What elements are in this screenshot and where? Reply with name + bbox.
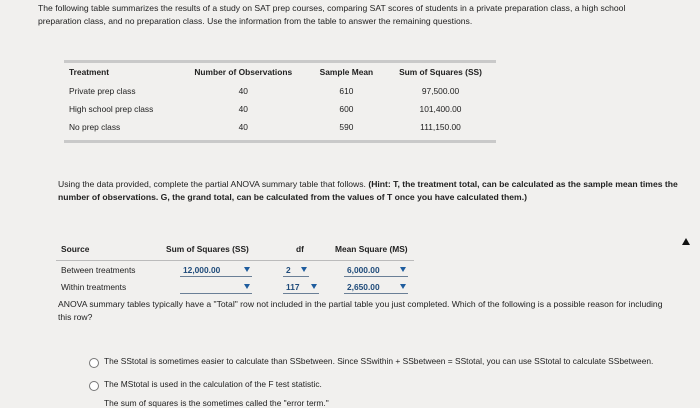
option-label-3[interactable]: The sum of squares is the sometimes called the "error term." (104, 398, 329, 408)
col-header-ss: Sum of Squares (SS) (399, 67, 482, 77)
intro-paragraph: The following table summarizes the results of a study on SAT prep courses, comparing SAT scores of students in a private preparation class, a high school preparation class, and no preparation class. Use the information from the table to answer the remaining questions. (38, 3, 626, 26)
treatment-cell: High school prep class (69, 104, 154, 114)
col-header-source: Source (61, 244, 90, 254)
chevron-down-icon (311, 284, 317, 289)
chevron-down-icon (244, 284, 250, 289)
mean-cell: 610 (339, 86, 354, 96)
between-df-dropdown[interactable] (283, 264, 309, 277)
anova-header-rule (56, 260, 414, 261)
mouse-cursor-icon (682, 238, 690, 245)
instruction-paragraph (58, 178, 678, 204)
between-df-value: 2 (286, 265, 291, 275)
within-df-value: 117 (286, 282, 300, 292)
option-radio-1[interactable] (89, 358, 99, 368)
anova-header-row (56, 244, 414, 258)
col-header-df: df (296, 244, 304, 254)
chevron-down-icon (400, 267, 406, 272)
within-ms-value: 2,650.00 (347, 282, 380, 292)
table-row (64, 118, 496, 136)
option-label-2[interactable]: The MStotal is used in the calculation of the F test statistic. (104, 379, 322, 389)
within-row (56, 281, 414, 295)
mean-cell: 600 (339, 104, 354, 114)
col-header-observations: Number of Observations (194, 67, 293, 77)
between-ms-value: 6,000.00 (347, 265, 380, 275)
ss-cell: 111,150.00 (420, 122, 461, 132)
chevron-down-icon (400, 284, 406, 289)
between-ms-dropdown[interactable] (344, 264, 408, 277)
option-label-1[interactable]: The SStotal is sometimes easier to calculate than SSbetween. Since SSwithin + SSbetween = SStotal, you can use SStotal to calculate SSbetween. (104, 356, 654, 366)
chevron-down-icon (244, 267, 250, 272)
within-ms-dropdown[interactable] (344, 281, 408, 294)
between-ss-dropdown[interactable] (180, 264, 252, 277)
observations-cell: 40 (238, 122, 248, 132)
summary-table (64, 60, 496, 143)
observations-cell: 40 (238, 104, 248, 114)
table-row (64, 82, 496, 100)
instruction-text: Using the data provided, complete the partial ANOVA summary table that follows. (58, 179, 369, 189)
treatment-cell: Private prep class (69, 86, 136, 96)
col-header-mean: Sample Mean (319, 67, 374, 77)
between-row (56, 264, 414, 278)
observations-cell: 40 (238, 86, 248, 96)
table-row (64, 100, 496, 118)
chevron-down-icon (301, 267, 307, 272)
col-header-treatment: Treatment (69, 67, 110, 77)
mean-cell: 590 (339, 122, 354, 132)
col-header-ss: Sum of Squares (SS) (166, 244, 249, 254)
hint-text: (Hint: T, the treatment total, can be calculated as the sample mean times the number of observations. G, the grand total, can be calculated from the values of T once you have calculated them.) (58, 179, 678, 202)
table-bottom-rule (64, 140, 496, 143)
question-text: ANOVA summary tables typically have a "Total" row not included in the partial table you just completed. Which of the following is a possible reason for including this row? (58, 299, 663, 322)
col-header-ms: Mean Square (MS) (335, 244, 408, 254)
between-label: Between treatments (61, 265, 136, 275)
ss-cell: 97,500.00 (421, 86, 460, 96)
within-ss-dropdown[interactable] (180, 281, 252, 294)
treatment-cell: No prep class (69, 122, 121, 132)
option-radio-2[interactable] (89, 381, 99, 391)
ss-cell: 101,400.00 (419, 104, 462, 114)
within-df-dropdown[interactable] (283, 281, 319, 294)
between-ss-value: 12,000.00 (183, 265, 221, 275)
within-label: Within treatments (61, 282, 127, 292)
